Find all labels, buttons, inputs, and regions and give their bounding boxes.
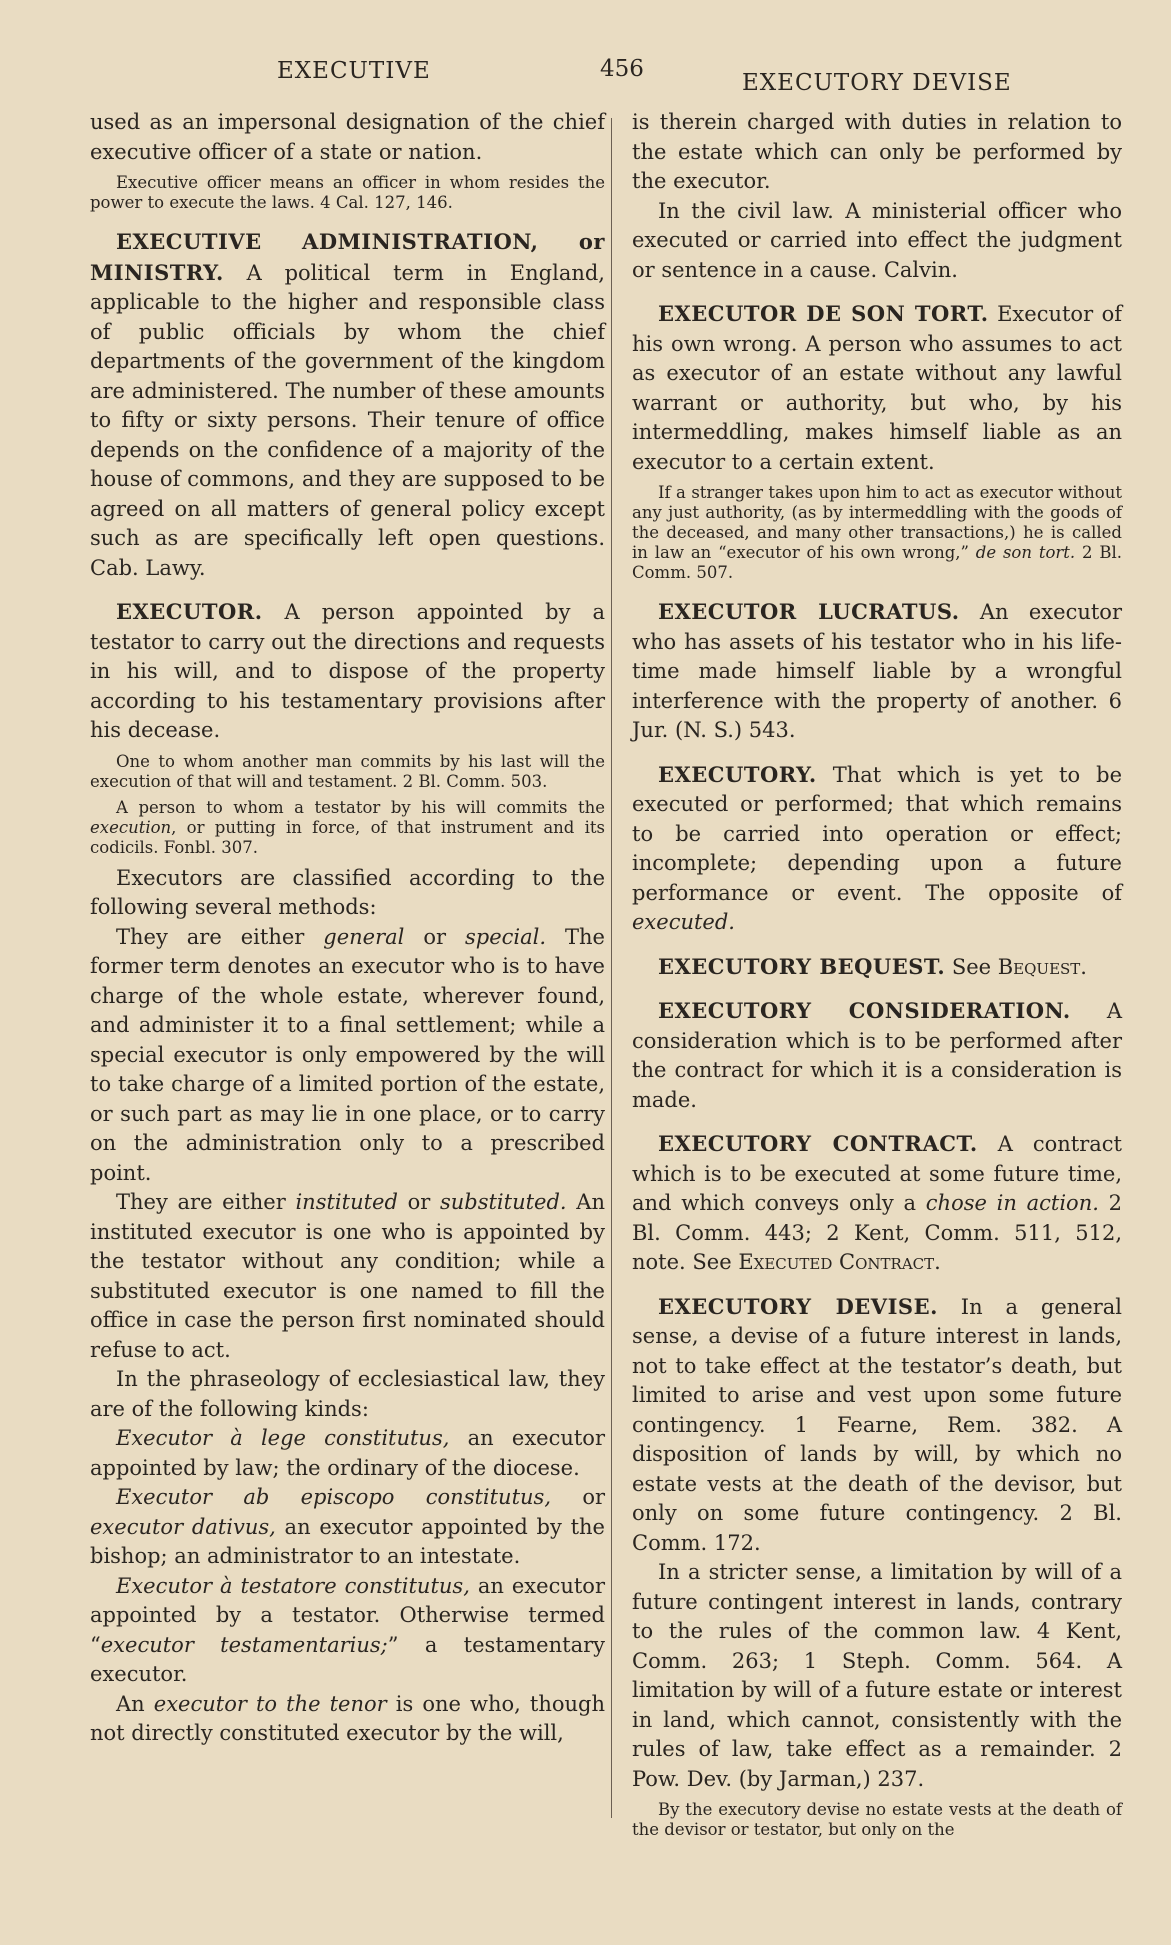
headword: EXECUTIVE ADMINISTRATION, or MINISTRY. [90, 229, 605, 285]
paragraph: An executor to the tenor is one who, though not directly constituted executor by the will, [90, 1691, 605, 1745]
header-right-word: EXECUTORY DEVISE [742, 70, 1012, 96]
page-number: 456 [600, 56, 644, 82]
entry-executor: EXECUTOR. A person appointed by a testator to carry out the directions and requests in his will, and to dispose of the property according to his testamentary provisions after his decease. [90, 599, 605, 742]
paragraph: In a stricter sense, a limitation by will of a future contingent interest in lands, contrary to the rules of the common law. 4 Kent, Comm. 263; 1 Steph. Comm. 564. A limitation by will of a future estate or interest in land, which cannot, consistently with the rules of law, take effect as a remainder. 2 Pow. Dev. (by Jarman,) 237. [632, 1560, 1122, 1791]
headword: EXECUTOR DE SON TORT. [658, 301, 989, 326]
headword: EXECUTORY DEVISE. [658, 1293, 938, 1319]
note: A person to whom a testator by his will commits the execution, or putting in force, of that instrument and its codicils. Fonbl. 307. [90, 797, 605, 857]
entry-executory-devise: EXECUTORY DEVISE. In a general sense, a devise of a future interest in lands, not to take effect at the testator’s death, but limited to arise and vest upon some future contingency. 1 Fearne, Rem. 382. A disposition of lands by will, by which no estate vests at the death of the devisor, but only on some future contingency. 2 Bl. Comm. 172. [632, 1293, 1122, 1555]
entry-executory-contract: EXECUTORY CONTRACT. A contract which is to be executed at some future time, and which conveys only a chose in action. 2 Bl. Comm. 443; 2 Kent, Comm. 511, 512, note. See Executed Contract. [632, 1131, 1122, 1274]
right-column [632, 108, 1122, 1846]
paragraph: In the civil law. A ministerial officer who executed or carried into effect the judgment or sentence in a cause. Calvin. [632, 198, 1122, 282]
paragraph: Executor à lege constitutus, an executor appointed by law; the ordinary of the diocese. [90, 1426, 605, 1480]
paragraph: Executor à testatore constitutus, an executor appointed by a testator. Otherwise termed “executor testamentarius;” a testamentary executor. [90, 1573, 605, 1686]
entry-executory: EXECUTORY. That which is yet to be executed or performed; that which remains to be carried into operation or effect; incomplete; depending upon a future performance or event. The opposite of executed. [632, 761, 1122, 934]
continued-paragraph: is therein charged with duties in relation to the estate which can only be performed by the executor. [632, 110, 1122, 193]
cross-reference: Executed Contract. [738, 1250, 941, 1274]
continued-paragraph: used as an impersonal designation of the chief executive officer of a state or nation. [90, 110, 605, 164]
note: By the executory devise no estate vests at the death of the devisor or testator, but only on the [632, 1800, 1122, 1839]
running-header [0, 52, 1171, 96]
entry-executory-bequest: EXECUTORY BEQUEST. See Bequest. [658, 953, 1087, 979]
entry-executive-administration: EXECUTIVE ADMINISTRATION, or MINISTRY. A political term in England, applicable to the higher and responsible class of public officials by whom the chief departments of the government of the kingdom are administered. The number of these amounts to fifty or sixty persons. Their tenure of office depends on the confidence of a majority of the house of commons, and they are supposed to be agreed on all matters of general policy except such as are specifically left open questions. Cab. Lawy. [90, 229, 605, 580]
paragraph: They are either general or special. The former term denotes an executor who is to have charge of the whole estate, wherever found, and administer it to a final settlement; while a special executor is only empowered by the will to take charge of a limited portion of the estate, or such part as may lie in one place, or to carry on the administration only to a prescribed point. [90, 924, 605, 1185]
note: One to whom another man commits by his last will the execution of that will and testament. 2 Bl. Comm. 503. [90, 751, 605, 791]
cross-reference: Bequest. [997, 954, 1087, 979]
headword: EXECUTORY. [658, 761, 817, 787]
headword: EXECUTORY CONTRACT. [658, 1131, 978, 1156]
entry-executor-lucratus: EXECUTOR LUCRATUS. An executor who has assets of his testator who in his life-time made himself liable by a wrongful interference with the property of another. 6 Jur. (N. S.) 543. [632, 599, 1122, 742]
note: Executive officer means an officer in whom resides the power to execute the laws. 4 Cal. 127, 146. [90, 173, 605, 212]
note: If a stranger takes upon him to act as executor without any just authority, (as by intermeddling with the goods of the deceased, and many other transactions,) he is called in law an “executor of his own wrong,” de son tort. 2 Bl. Comm. 507. [632, 483, 1122, 582]
left-column [90, 108, 605, 1749]
paragraph: Executor ab episcopo constitutus, or executor dativus, an executor appointed by the bishop; an administrator to an intestate. [90, 1485, 606, 1568]
headword: EXECUTOR. [116, 599, 263, 624]
entry-executory-consideration: EXECUTORY CONSIDERATION. A consideration which is to be performed after the contract for which it is a consideration is made. [632, 998, 1122, 1112]
paragraph: In the phraseology of ecclesiastical law, they are of the following kinds: [90, 1367, 605, 1421]
headword: EXECUTORY BEQUEST. [658, 953, 946, 979]
paragraph: They are either instituted or substituted. An instituted executor is one who is appointed by the testator without any condition; while a substituted executor is one named to fill the office in case the person first nominated should refuse to act. [90, 1190, 605, 1362]
headword: EXECUTOR LUCRATUS. [658, 599, 960, 624]
header-left-word: EXECUTIVE [277, 58, 431, 84]
headword: EXECUTORY CONSIDERATION. [658, 998, 1071, 1023]
column-divider [611, 118, 612, 1818]
entry-executor-de-son-tort: EXECUTOR DE SON TORT. Executor of his own wrong. A person who assumes to act as executor of an estate without any lawful warrant or authority, but who, by his intermeddling, makes himself liable as an executor to a certain extent. [632, 301, 1122, 474]
paragraph: Executors are classified according to the following several methods: [90, 865, 605, 919]
